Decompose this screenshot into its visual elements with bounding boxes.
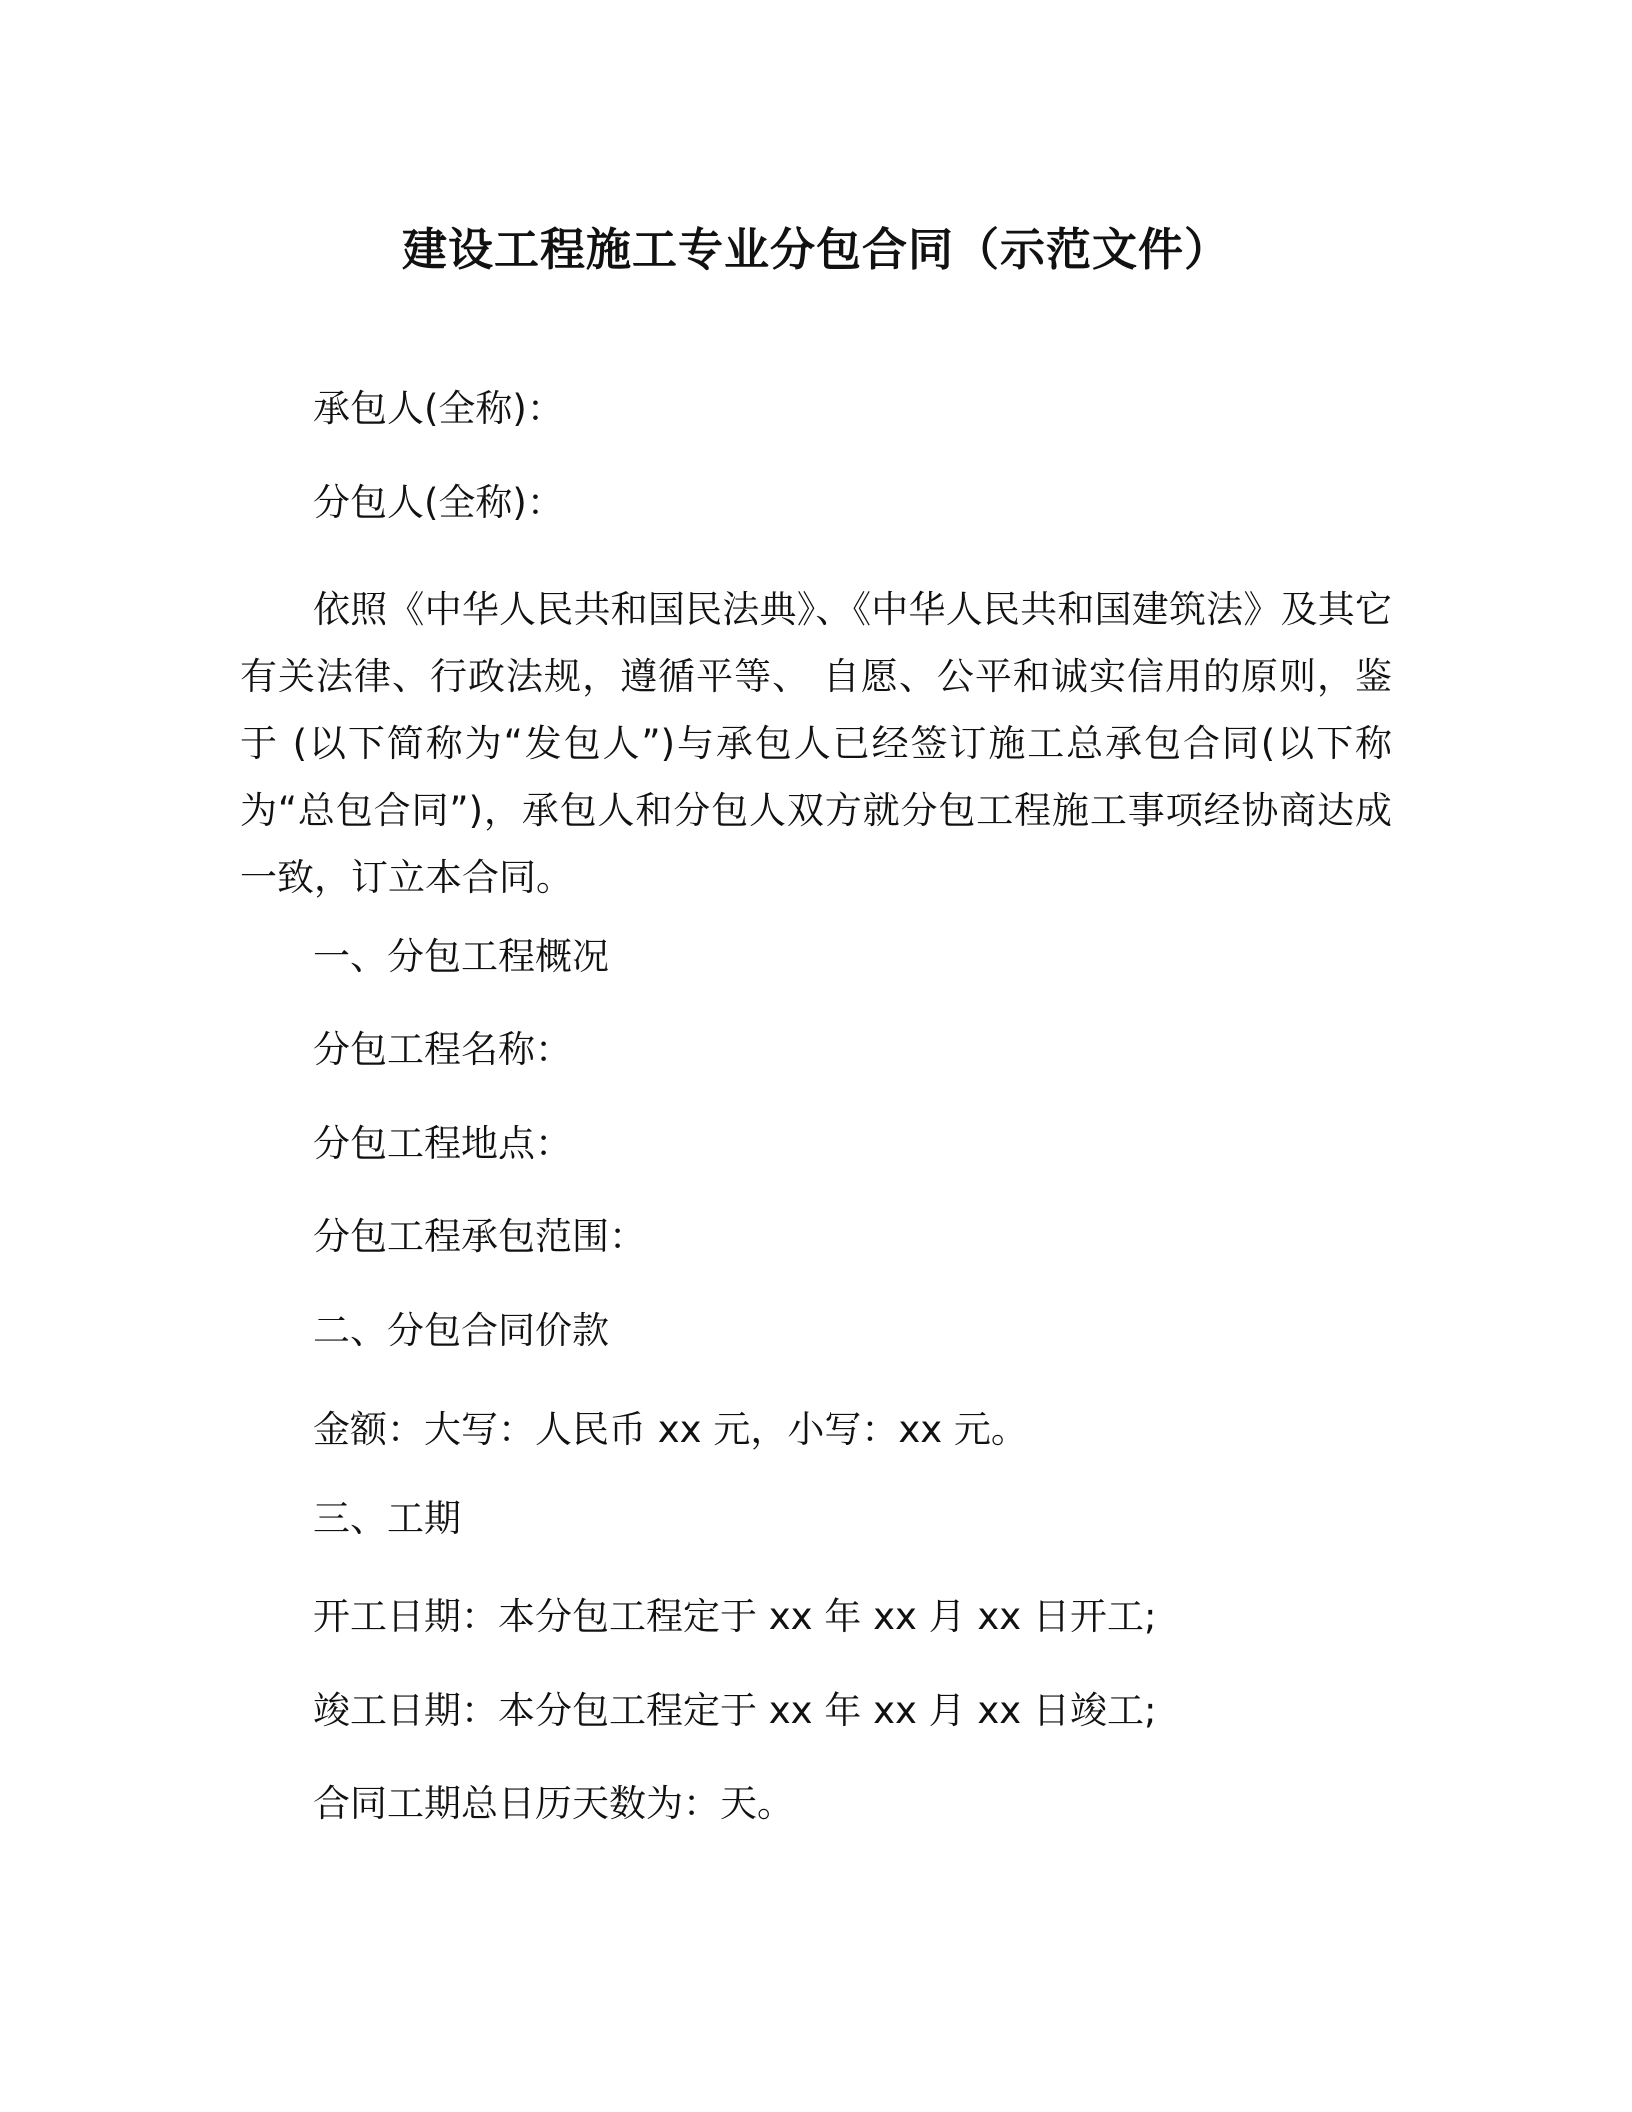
completion-date-text: 竣工日期：本分包工程定于 xx 年 xx 月 xx 日竣工;: [313, 1689, 1157, 1732]
section3-heading: 三、工期: [313, 1497, 461, 1540]
start-date-text: 开工日期：本分包工程定于 xx 年 xx 月 xx 日开工;: [313, 1595, 1157, 1638]
section1-heading: 一、分包工程概况: [313, 935, 609, 978]
contractor-label: 承包人(全称)：: [313, 387, 564, 430]
subproject-scope-label: 分包工程承包范围：: [313, 1215, 646, 1258]
preamble-paragraph: 依照《中华人民共和国民法典》、《中华人民共和国建筑法》及其它有关法律、行政法规，遵循平等、 自愿、公平和诚实信用的原则，鉴于 (以下简称为“发包人”)与承包人已经签订施工总承包合同(以下称为“总包合同”)，承包人和分包人双方就分包工程施工事项经协商达成一致，订立本合同。: [240, 588, 1392, 899]
contract-amount-text: 金额：大写：人民币 xx 元，小写：xx 元。: [313, 1408, 1028, 1451]
subcontractor-label: 分包人(全称)：: [313, 481, 564, 524]
document-title: 建设工程施工专业分包合同（示范文件）: [401, 223, 1230, 276]
total-days-text: 合同工期总日历天数为：天。: [313, 1782, 794, 1825]
section2-heading: 二、分包合同价款: [313, 1309, 609, 1352]
subproject-location-label: 分包工程地点：: [313, 1122, 572, 1165]
subproject-name-label: 分包工程名称：: [313, 1028, 572, 1071]
